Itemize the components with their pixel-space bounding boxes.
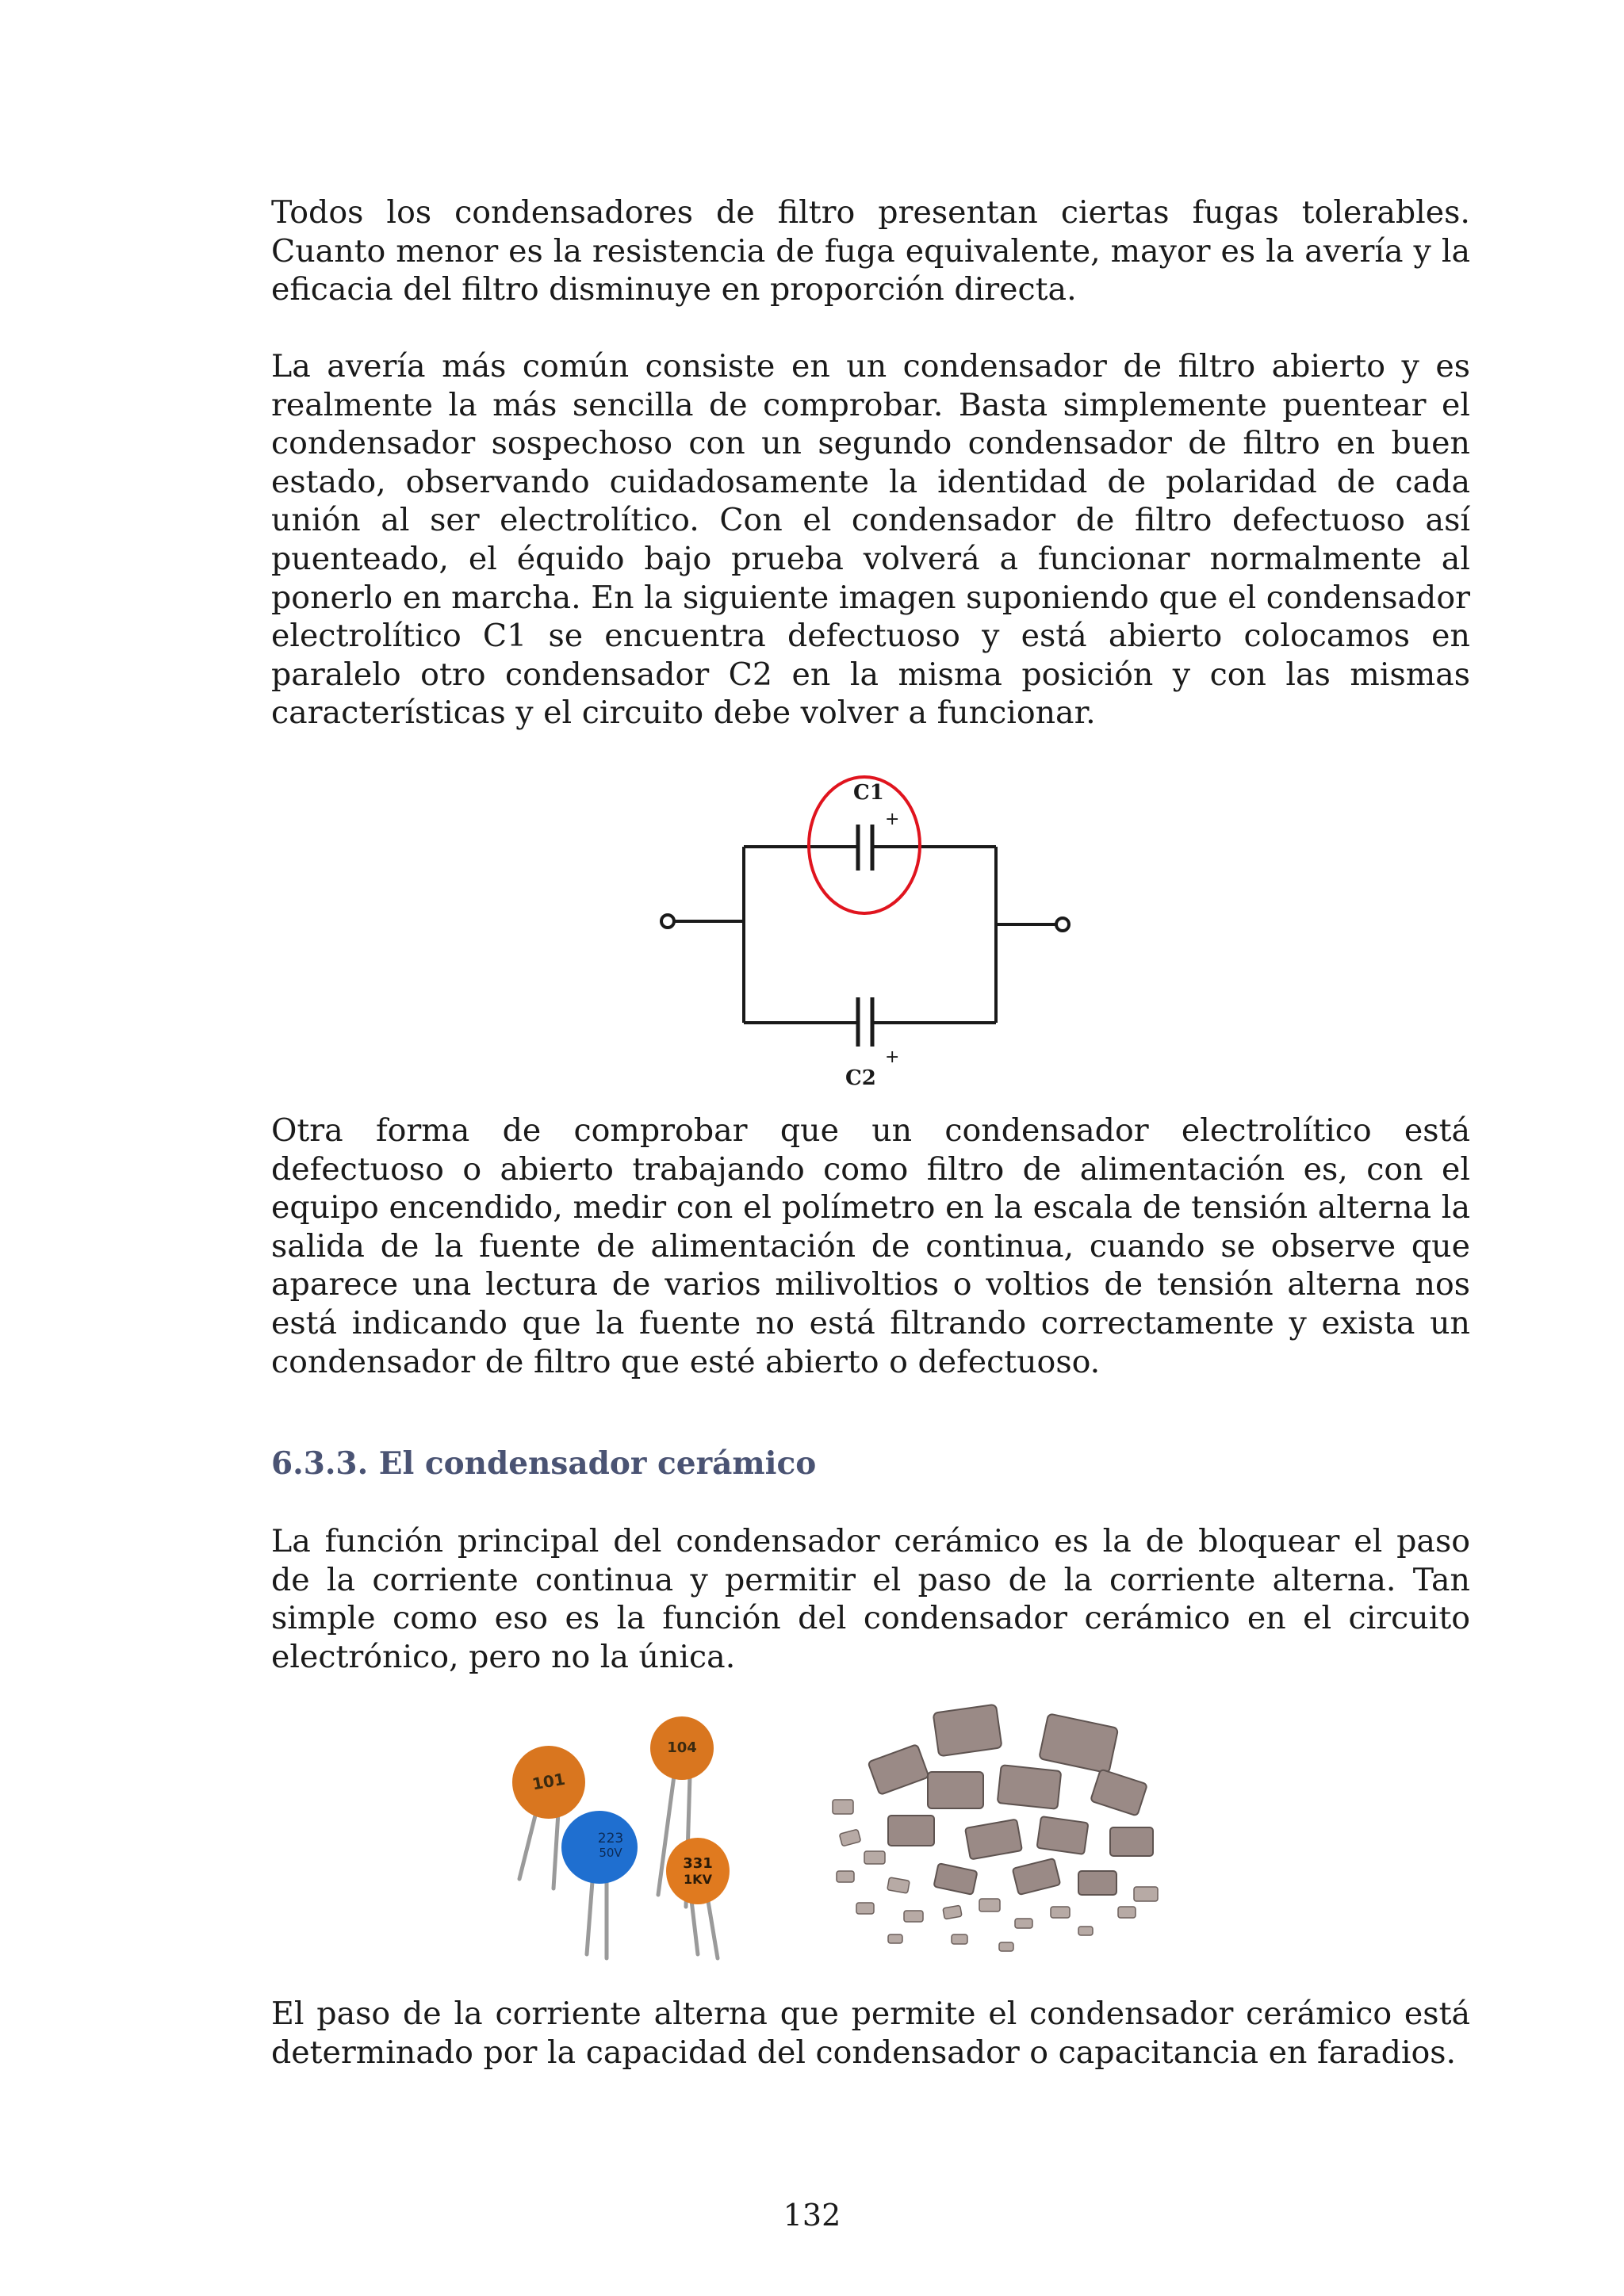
c1-label: C1 — [853, 781, 884, 805]
svg-text:331: 331 — [683, 1855, 713, 1872]
svg-text:104: 104 — [667, 1739, 697, 1756]
c1-plus-sign: + — [885, 809, 900, 829]
disc-capacitor-331-1kv — [666, 1838, 730, 1904]
right-terminal — [1056, 918, 1069, 931]
svg-text:223: 223 — [597, 1831, 624, 1846]
page-number: 132 — [783, 2198, 841, 2233]
svg-text:1KV: 1KV — [684, 1872, 712, 1887]
c2-label: C2 — [845, 1066, 876, 1090]
section-heading: 6.3.3. El condensador cerámico — [271, 1445, 817, 1482]
paragraph-filter-leakage: Todos los condensadores de filtro presentan ciertas fugas tolerables. Cuanto menor es la resistencia de fuga equivalente, mayor es la avería y la eficacia del filtro disminuye en proporción directa. — [271, 194, 1470, 308]
c2-plus-sign: + — [885, 1047, 900, 1067]
disc-capacitor-101 — [512, 1746, 585, 1819]
svg-text:50V: 50V — [599, 1846, 622, 1860]
paragraph-ceramic-function: La función principal del condensador cerámico es la de bloquear el paso de la corriente continua y permitir el paso de la corriente alterna. Tan simple como eso es la función del condensador cerámico en el circuito electrónico, pero no la única. — [271, 1523, 1470, 1675]
disc-capacitor-104 — [650, 1716, 714, 1780]
paragraph-ac-measurement: Otra forma de comprobar que un condensador electrolítico está defectuoso o abierto trabajando como filtro de alimentación es, con el equipo encendido, medir con el polímetro en la escala de tensión alterna la salida de la fuente de alimentación de continua, cuando se observe que aparece una lectura de varios milivoltios o voltios de tensión alterna nos está indicando que la fuente no está filtrando correctamente y exista un condensador de filtro que esté abierto o defectuoso. — [271, 1112, 1470, 1380]
left-terminal — [661, 915, 674, 928]
svg-text:101: 101 — [530, 1769, 567, 1794]
ceramic-capacitors-photo — [460, 1681, 1237, 1974]
disc-capacitor-223-50v — [561, 1811, 638, 1884]
parallel-capacitor-circuit — [650, 745, 1078, 1094]
paragraph-ac-capacitance: El paso de la corriente alterna que permite el condensador cerámico está determinado por la capacidad del condensador o capacitancia en faradios. — [271, 1996, 1470, 2071]
paragraph-open-capacitor: La avería más común consiste en un condensador de filtro abierto y es realmente la más sencilla de comprobar. Basta simplemente puentear el condensador sospechoso con un segundo condensador de filtro en buen estado, observando cuidadosamente la identidad de polaridad de cada unión al ser electrolítico. Con el condensador de filtro defectuoso así puenteado, el équido bajo prueba volverá a funcionar normalmente al ponerlo en marcha. En la siguiente imagen suponiendo que el condensador electrolítico C1 se encuentra defectuoso y está abierto colocamos en paralelo otro condensador C2 en la misma posición y con las mismas características y el circuito debe volver a funcionar. — [271, 348, 1470, 732]
